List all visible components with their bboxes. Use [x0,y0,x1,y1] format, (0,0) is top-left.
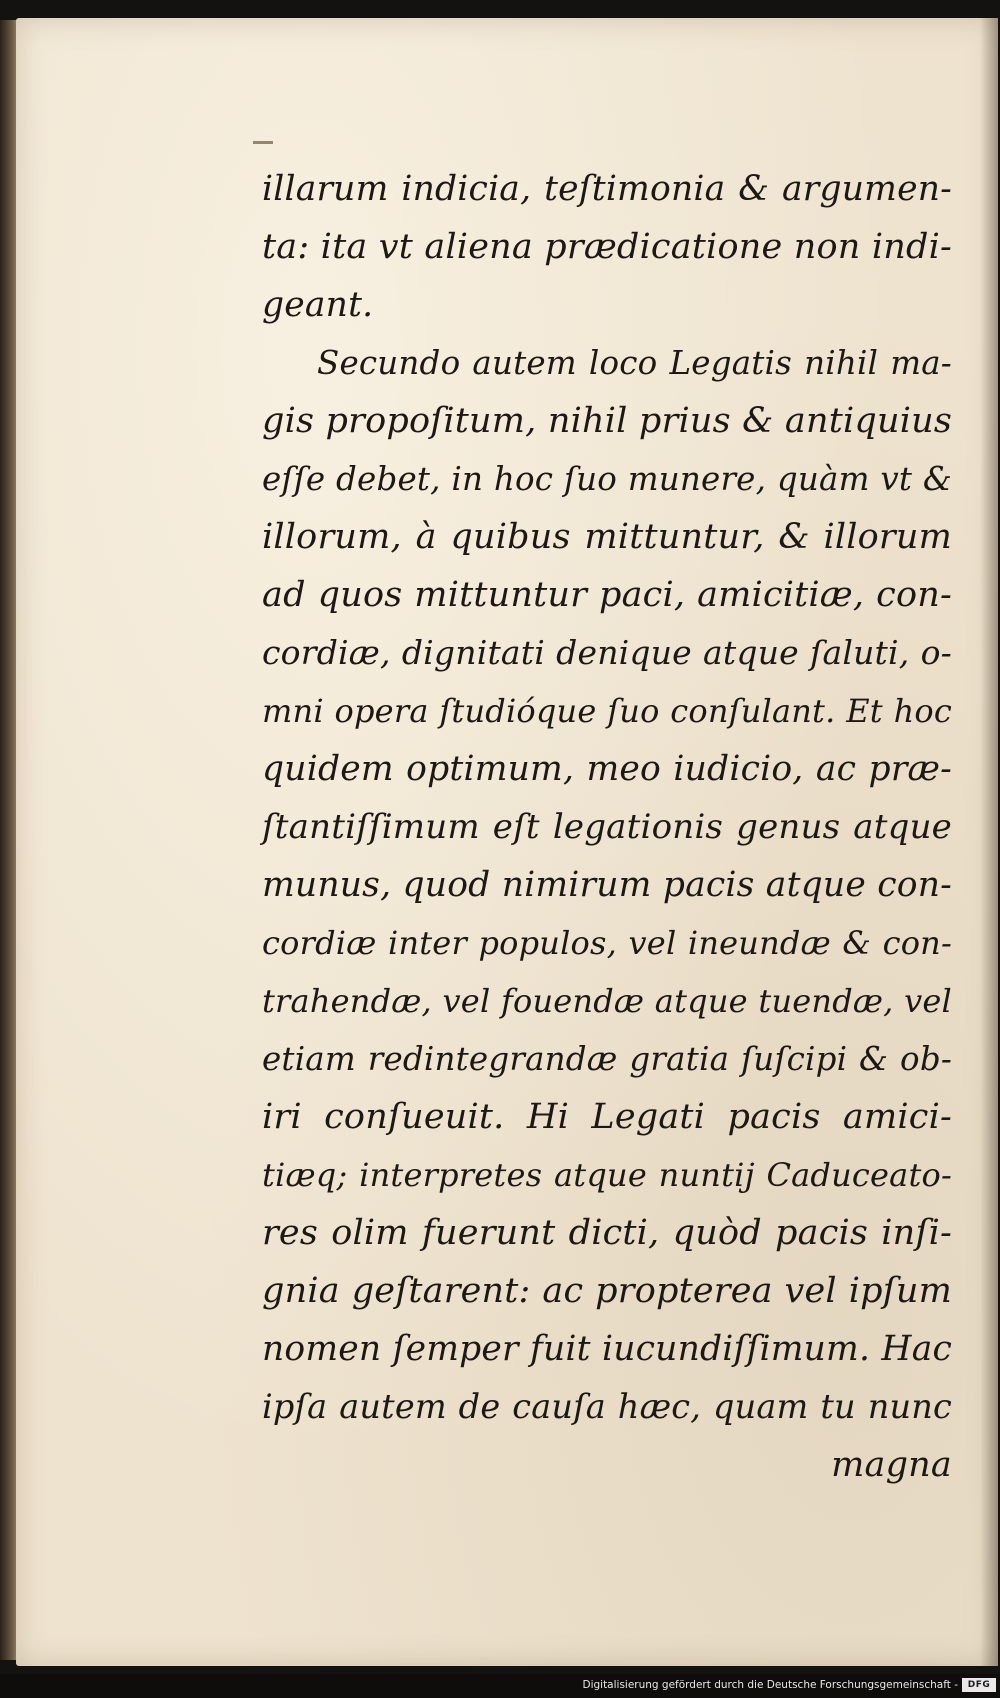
text-line: gnia geſtarent: ac propterea vel ipſum [262,1271,952,1311]
paragraph-start-line: Secundo autem loco Legatis nihil ma- [317,344,952,382]
text-line: tiæq; interpretes atque nuntij Caduceato- [262,1156,952,1194]
text-line: ipſa autem de cauſa hæc, quam tu nunc [262,1387,952,1426]
catchword: magna [831,1445,952,1485]
text-line: res olim fuerunt dicti, quòd pacis inſi- [262,1213,952,1253]
text-line: gis propoſitum, nihil prius & antiquius [262,401,952,441]
footer-credit: Digitalisierung gefördert durch die Deutsche Forschungsgemeinschaft - [582,1679,958,1691]
text-line: illarum indicia, teſtimonia & argumen- [262,169,952,209]
text-line: etiam redintegrandæ gratia ſuſcipi & ob- [262,1040,952,1078]
dfg-logo: DFG [962,1678,996,1692]
text-line: iri conſueuit. Hi Legati pacis amici- [262,1097,952,1137]
printer-mark [253,141,273,144]
text-line: munus, quod nimirum pacis atque con- [262,865,952,905]
text-line: mni opera ſtudióque ſuo conſulant. Et hoc [262,692,952,730]
text-line: trahendæ, vel fouendæ atque tuendæ, vel [262,982,952,1020]
text-line: ſtantiſſimum eſt legationis genus atque [262,807,952,847]
text-line: eſſe debet, in hoc ſuo munere, quàm vt & [262,460,952,498]
text-line: nomen ſemper fuit iucundiſſimum. Hac [262,1329,952,1369]
text-line: cordiæ, dignitati denique atque ſaluti, o- [262,633,952,672]
page-edge-shadow [980,18,998,1666]
text-line: ta: ita vt aliena prædicatione non indi- [262,227,952,267]
text-line: ad quos mittuntur paci, amicitiæ, con- [262,575,952,615]
text-line: quidem optimum, meo iudicio, ac præ- [262,749,952,789]
text-line: geant. [262,285,374,325]
footer-bar [0,1674,1000,1698]
text-line: illorum, à quibus mittuntur, & illorum [262,517,952,557]
page-text [262,160,952,1494]
text-line: cordiæ inter populos, vel ineundæ & con- [262,924,952,962]
